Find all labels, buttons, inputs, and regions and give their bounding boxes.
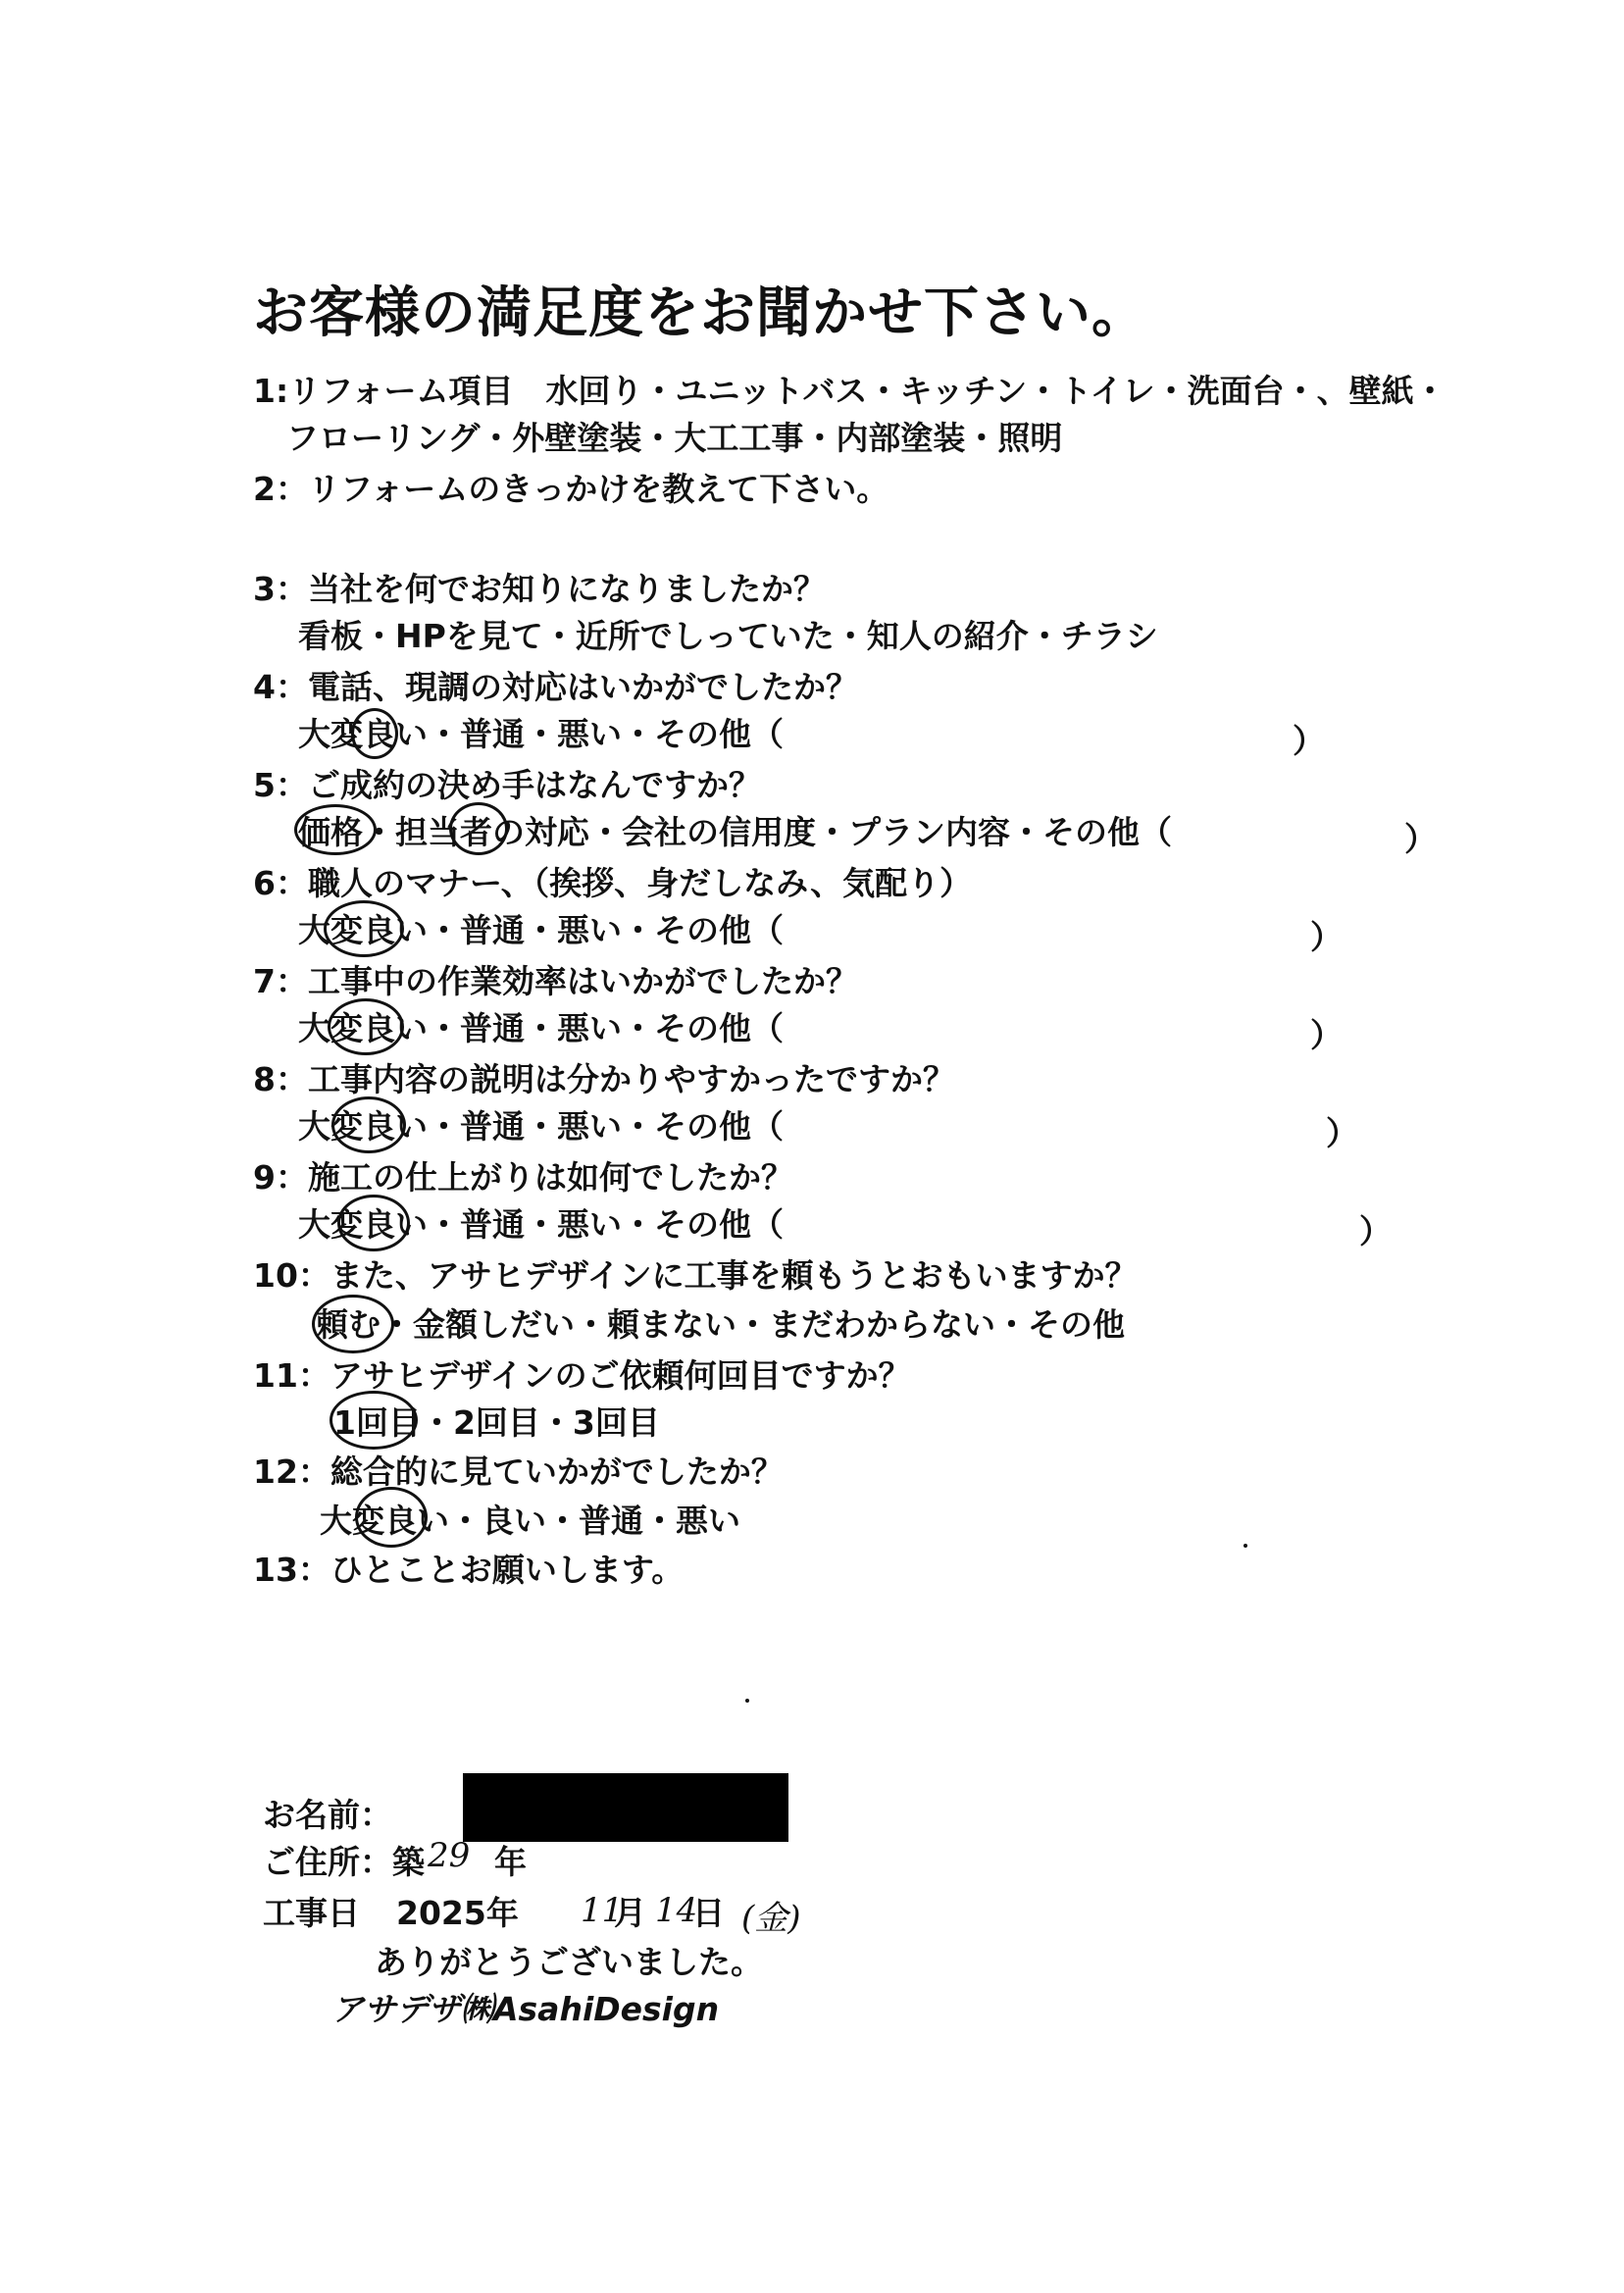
q7-close-paren: ） xyxy=(1310,1016,1343,1054)
q9-question: 9：施工の仕上がりは如何でしたか？ xyxy=(253,1158,793,1197)
q3-options: 看板・HPを見て・近所でしっていた・知人の紹介・チラシ xyxy=(298,617,1158,655)
q9-close-paren: ） xyxy=(1359,1212,1392,1250)
q5-close-paren: ） xyxy=(1404,820,1437,858)
q8-options: 大変良い・普通・悪い・その他（ xyxy=(298,1107,784,1146)
q7-question: 7：工事中の作業効率はいかがでしたか？ xyxy=(253,962,858,1000)
q11-question: 11：アサヒデザインのご依頼何回目ですか？ xyxy=(253,1356,911,1395)
q13-question: 13：ひとことお願いします。 xyxy=(253,1551,685,1589)
q8-answer-circle xyxy=(331,1096,406,1153)
q8-close-paren: ） xyxy=(1326,1114,1358,1152)
q4-question: 4：電話、現調の対応はいかがでしたか？ xyxy=(253,668,858,706)
q6-options: 大変良い・普通・悪い・その他（ xyxy=(298,911,784,949)
q6-answer-circle xyxy=(324,900,404,957)
q8-question: 8：工事内容の説明は分かりやすかったですか？ xyxy=(253,1060,955,1098)
q10-question: 10：また、アサヒデザインに工事を頼もうとおもいますか？ xyxy=(253,1256,1138,1295)
address-year-label: 年 xyxy=(494,1843,527,1881)
name-label: お名前： xyxy=(263,1796,392,1834)
q5-answer-circle-price xyxy=(294,804,377,855)
q1-line2: フローリング・外壁塗装・大工工事・内部塗装・照明 xyxy=(286,419,1063,457)
name-redaction xyxy=(463,1773,788,1842)
q5-question: 5：ご成約の決め手はなんですか？ xyxy=(253,766,761,804)
q1-line1: 1:リフォーム項目 水回り・ユニットバス・キッチン・トイレ・洗面台・、壁紙・ xyxy=(253,372,1446,410)
address-handwritten-years: 29 xyxy=(428,1836,471,1875)
company-name: アサデザ㈱AsahiDesign xyxy=(331,1990,720,2028)
q2-question: 2：リフォームのきっかけを教えて下さい。 xyxy=(253,470,889,508)
q10-answer-circle xyxy=(312,1295,394,1353)
q12-question: 12：総合的に見ていかがでしたか？ xyxy=(253,1452,784,1491)
construction-date-label: 工事日 xyxy=(263,1894,360,1932)
q7-options: 大変良い・普通・悪い・その他（ xyxy=(298,1009,784,1047)
q7-answer-circle xyxy=(328,998,404,1055)
q3-question: 3：当社を何でお知りになりましたか？ xyxy=(253,570,826,608)
q4-options: 大変良い・普通・悪い・その他（ xyxy=(298,715,784,753)
q9-options: 大変良い・普通・悪い・その他（ xyxy=(298,1205,784,1244)
q6-question: 6：職人のマナー、（挨拶、身だしなみ、気配り） xyxy=(253,864,973,902)
q12-options: 大変良い・良い・普通・悪い xyxy=(320,1502,740,1540)
construction-date-year: 2025年 xyxy=(396,1894,519,1932)
construction-month-label: 月 xyxy=(614,1894,646,1932)
q10-options: 頼む・金額しだい・頼まない・まだわからない・その他 xyxy=(316,1305,1125,1344)
construction-date-day: 14 xyxy=(655,1891,698,1930)
q12-answer-circle xyxy=(355,1487,428,1548)
construction-weekday: (金) xyxy=(741,1899,801,1938)
speck xyxy=(1243,1544,1247,1548)
survey-title: お客様の満足度をお聞かせ下さい。 xyxy=(253,281,1147,345)
q5-options: 価格・担当者の対応・会社の信用度・プラン内容・その他（ xyxy=(298,813,1172,851)
q9-answer-circle xyxy=(337,1195,410,1251)
thanks-message: ありがとうございました。 xyxy=(375,1943,763,1981)
address-label: ご住所：築 xyxy=(263,1843,425,1881)
q11-answer-circle xyxy=(330,1391,418,1450)
q6-close-paren: ） xyxy=(1310,918,1343,956)
speck xyxy=(745,1699,749,1703)
q4-answer-circle xyxy=(351,708,398,759)
q5-answer-circle-staff xyxy=(449,802,508,855)
construction-date-month: 11 xyxy=(581,1891,624,1930)
construction-day-label: 日 xyxy=(692,1894,725,1932)
q11-options: 1回目・2回目・3回目 xyxy=(333,1403,660,1442)
q4-close-paren: ） xyxy=(1293,722,1325,760)
